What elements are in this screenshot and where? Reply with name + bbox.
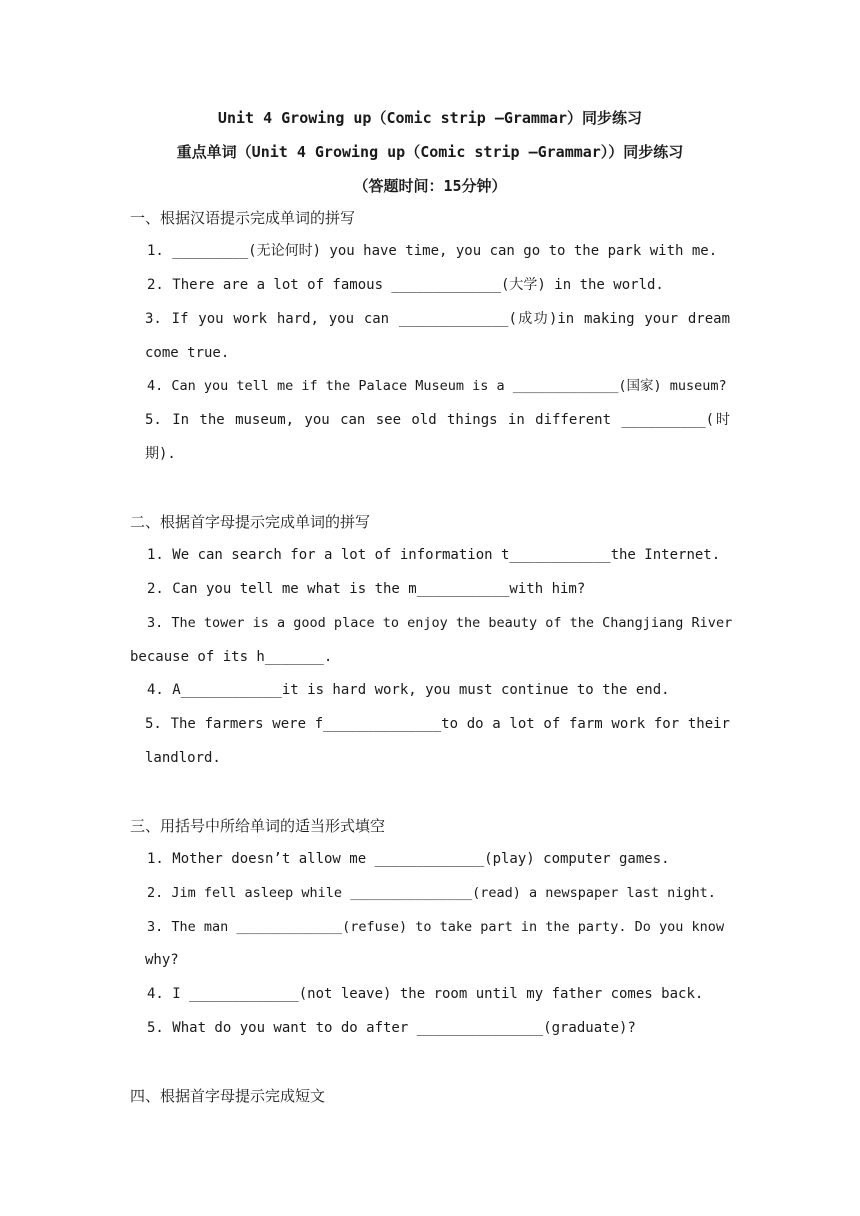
question-line: 5. In the museum, you can see old things in different __________(时 bbox=[145, 412, 730, 428]
section-3-heading: 三、用括号中所给单词的适当形式填空 bbox=[130, 817, 386, 835]
question-line: 4. A____________it is hard work, you must continue to the end. bbox=[147, 682, 670, 698]
worksheet-title: Unit 4 Growing up（Comic strip –Grammar）同步练习 bbox=[217, 109, 643, 127]
question-line: 5. The farmers were f______________to do a lot of farm work for their bbox=[145, 716, 730, 732]
question-line: 2. Can you tell me what is the m___________with him? bbox=[147, 581, 586, 597]
question-line: 3. If you work hard, you can _____________(成功)in making your dream bbox=[145, 311, 730, 327]
section-1-heading: 一、根据汉语提示完成单词的拼写 bbox=[130, 209, 356, 227]
question-line: because of its h_______. bbox=[130, 649, 333, 665]
question-line: 4. Can you tell me if the Palace Museum is a _____________(国家) museum? bbox=[147, 378, 727, 394]
question-line: 2. Jim fell asleep while _______________(read) a newspaper last night. bbox=[147, 885, 716, 901]
question-line: 1. We can search for a lot of information t____________the Internet. bbox=[147, 547, 721, 563]
question-line: 2. There are a lot of famous _____________(大学) in the world. bbox=[147, 277, 664, 293]
question-line: why? bbox=[145, 952, 179, 968]
question-line: 5. What do you want to do after _______________(graduate)? bbox=[147, 1020, 636, 1036]
section-4-heading: 四、根据首字母提示完成短文 bbox=[130, 1087, 326, 1105]
question-line: 3. The man _____________(refuse) to take part in the party. Do you know bbox=[147, 919, 725, 935]
question-line: 期). bbox=[145, 446, 176, 462]
section-2-heading: 二、根据首字母提示完成单词的拼写 bbox=[130, 513, 371, 531]
question-line: 1. Mother doesn’t allow me _____________(play) computer games. bbox=[147, 851, 670, 867]
question-line: 1. _________(无论何时) you have time, you can go to the park with me. bbox=[147, 243, 718, 259]
question-line: 4. I _____________(not leave) the room until my father comes back. bbox=[147, 986, 704, 1002]
question-line: landlord. bbox=[145, 750, 221, 766]
question-line: come true. bbox=[145, 345, 230, 361]
worksheet-subtitle: 重点单词（Unit 4 Growing up（Comic strip –Grammar））同步练习 bbox=[176, 143, 684, 161]
question-line: 3. The tower is a good place to enjoy the beauty of the Changjiang River bbox=[147, 615, 733, 631]
answer-time: （答题时间：15分钟） bbox=[353, 177, 507, 195]
